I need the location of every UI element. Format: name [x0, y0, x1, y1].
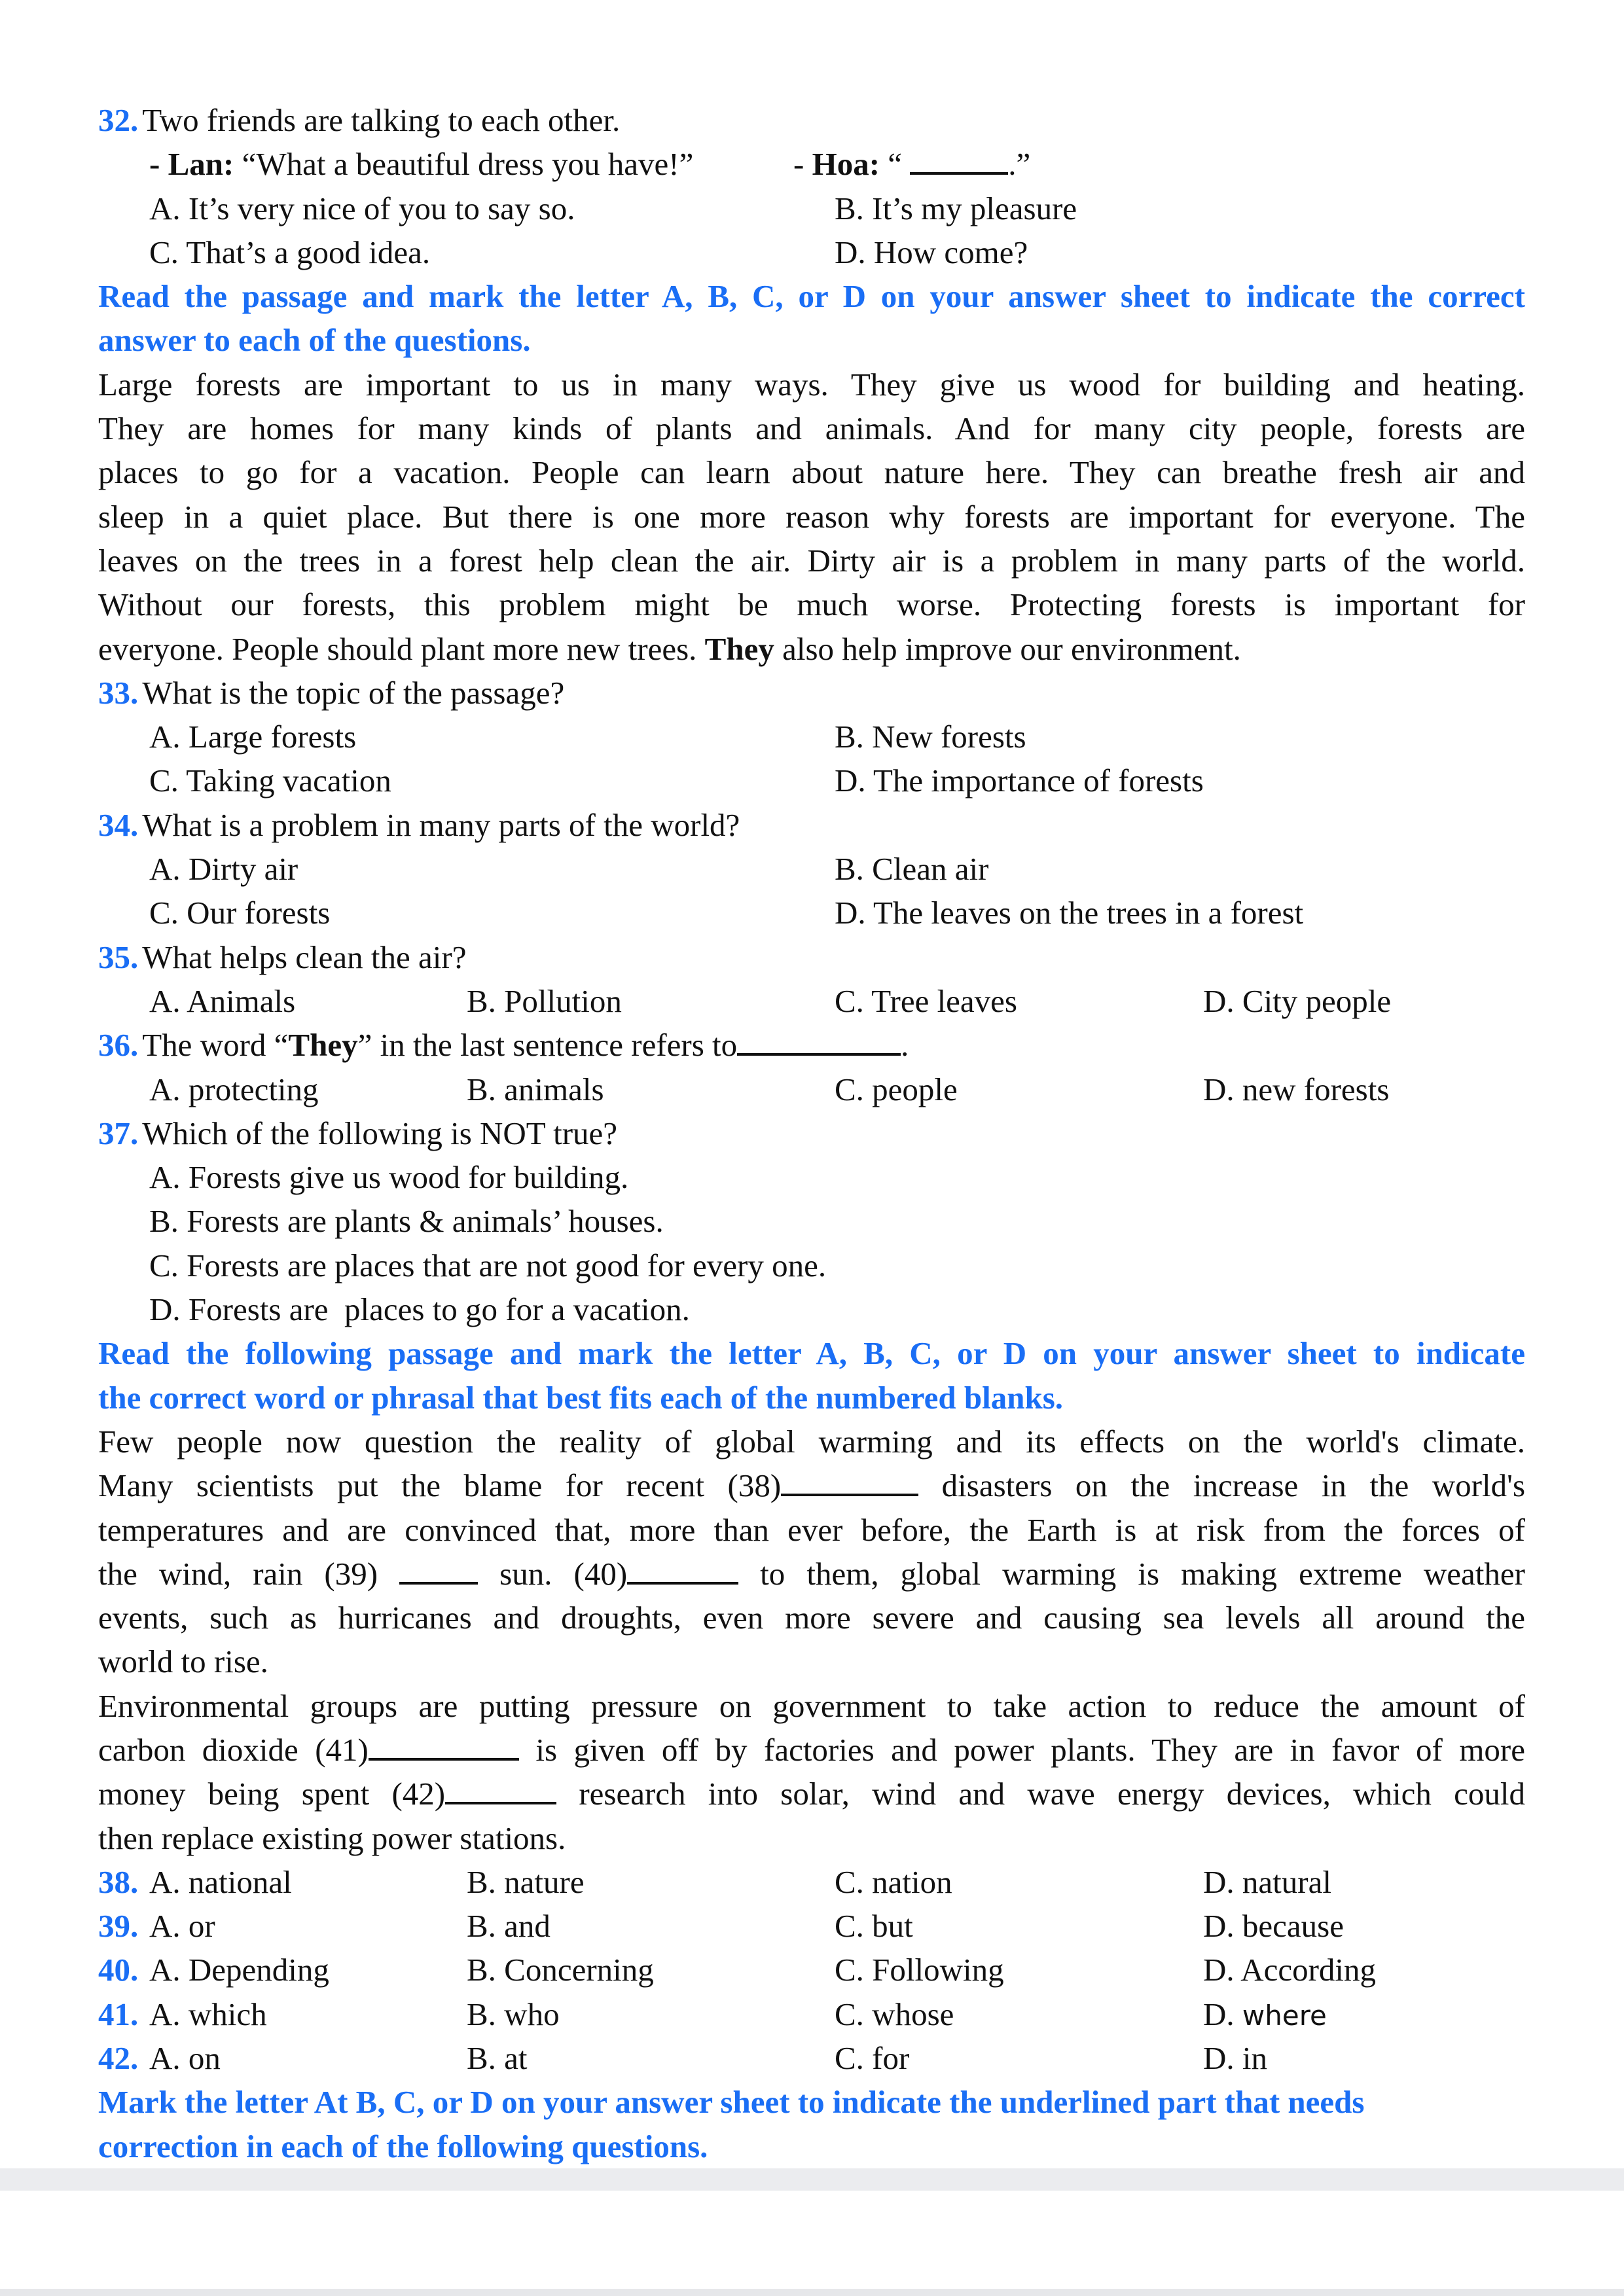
option-b[interactable]: B. Forests are plants & animals’ houses. [149, 1203, 664, 1240]
passage-text: the wind, rain (39) [98, 1555, 400, 1592]
passage-line [98, 1772, 1525, 1816]
question-number: 41. [98, 1996, 139, 2032]
instruction-line: Read the following passage and mark the letter A, B, C, or D on your answer sheet to indicate [98, 1335, 1525, 1372]
speaker-lan: Lan: [168, 146, 234, 183]
option-a[interactable]: A. It’s very nice of you to say so. [149, 190, 575, 226]
option-c[interactable]: C. nation [835, 1863, 952, 1900]
option-a[interactable]: A. Large forests [149, 719, 357, 755]
question-number: 39. [98, 1908, 139, 1945]
passage-text: carbon dioxide (41) [98, 1731, 369, 1768]
passage-line [98, 1463, 1525, 1507]
close-quote: .” [1008, 146, 1031, 183]
question-42-options [98, 2036, 1525, 2080]
question-37-option-c-row [98, 1244, 1525, 1287]
option-b[interactable]: B. It’s my pleasure [835, 190, 1077, 226]
question-39-options [98, 1904, 1525, 1948]
question-37-option-a-row [98, 1155, 1525, 1199]
passage-line: Environmental groups are putting pressure on government to take action to reduce the amount of [98, 1687, 1525, 1724]
passage-text: is given off by factories and power plants. They are in favor of more [518, 1731, 1525, 1768]
option-a[interactable]: A. Animals [149, 982, 296, 1019]
page-separator [0, 2168, 1624, 2191]
option-b[interactable]: B. Concerning [467, 1952, 654, 1988]
option-a[interactable]: A. Dirty air [149, 851, 298, 888]
option-c[interactable]: C. for [835, 2040, 910, 2077]
passage-line: temperatures and are convinced that, more than ever before, the Earth is at risk from the forces of [98, 1511, 1525, 1548]
question-36-stem [98, 1023, 1525, 1067]
option-b[interactable]: B. Clean air [835, 851, 989, 888]
passage-text: also help improve our environment. [774, 630, 1241, 667]
question-number: 33. [98, 674, 139, 711]
passage-text: everyone. People should plant more new trees. [98, 630, 705, 667]
passage-line: Few people now question the reality of global warming and its effects on the world's climate. [98, 1423, 1525, 1460]
question-text: The word “ [142, 1027, 289, 1064]
option-text: because [1242, 1908, 1344, 1945]
question-32-dialogue [98, 142, 1525, 186]
question-33-options-row-1 [98, 715, 1525, 759]
question-32-options-row-2 [98, 230, 1525, 274]
passage-line: places to go for a vacation. People can learn about nature here. They can breathe fresh air and [98, 454, 1525, 491]
option-letter: D. [1203, 1908, 1242, 1945]
blank-38 [781, 1467, 918, 1497]
option-c[interactable]: C. Taking vacation [149, 762, 391, 799]
option-b[interactable]: B. who [467, 1996, 560, 2032]
question-33-options-row-2 [98, 759, 1525, 802]
option-c[interactable]: C. That’s a good idea. [149, 234, 431, 270]
option-b[interactable]: B. nature [467, 1863, 585, 1900]
blank-41 [369, 1731, 519, 1761]
passage-line: leaves on the trees in a forest help clean the air. Dirty air is a problem in many parts of the world. [98, 542, 1525, 579]
question-35-options [98, 979, 1525, 1023]
passage-text: disasters on the increase in the world's [918, 1467, 1525, 1504]
instruction-line: answer to each of the questions. [98, 322, 531, 359]
question-41-options [98, 1992, 1525, 2036]
question-37-option-d-row [98, 1287, 1525, 1331]
question-number: 40. [98, 1952, 139, 1988]
option-c[interactable]: C. Our forests [149, 895, 331, 931]
option-text: According [1240, 1952, 1377, 1988]
option-a[interactable]: A. on [149, 2040, 221, 2077]
option-c[interactable]: C. Forests are places that are not good for every one. [149, 1247, 827, 1283]
option-letter: D. [1203, 2040, 1242, 2077]
instruction-line: Mark the letter At B, C, or D on your answer sheet to indicate the underlined part that needs [98, 2084, 1365, 2121]
question-34-stem [98, 803, 1525, 847]
option-b[interactable]: B. animals [467, 1071, 604, 1107]
question-text: What is the topic of the passage? [142, 674, 565, 711]
cloze-passage-global-warming [98, 1420, 1525, 1860]
option-letter: D. [1203, 1952, 1241, 1988]
option-d[interactable]: D. new forests [1203, 1071, 1390, 1107]
open-quote: “ [880, 146, 911, 183]
question-33-stem [98, 671, 1525, 715]
option-d[interactable] [1203, 1904, 1344, 1948]
option-b[interactable]: B. and [467, 1908, 550, 1945]
section-instruction-reading [98, 274, 1525, 363]
lan-utterance: “What a beautiful dress you have!” [234, 146, 694, 183]
quoted-word-they: They [288, 1027, 358, 1064]
option-text: where [1242, 1999, 1327, 2032]
option-d[interactable]: D. The leaves on the trees in a forest [835, 895, 1304, 931]
instruction-line: Read the passage and mark the letter A, B, C, or D on your answer sheet to indicate the correct [98, 278, 1525, 315]
page-separator [0, 2289, 1624, 2296]
passage-text: to them, global warming is making extreme weather [738, 1555, 1525, 1592]
passage-line: sleep in a quiet place. But there is one more reason why forests are important for everyone. The [98, 498, 1525, 535]
option-a[interactable]: A. national [149, 1863, 292, 1900]
option-c[interactable]: C. but [835, 1908, 913, 1945]
instruction-line: correction in each of the following questions. [98, 2128, 708, 2164]
passage-line: events, such as hurricanes and droughts, even more severe and causing sea levels all around the [98, 1600, 1525, 1636]
question-text: What is a problem in many parts of the world? [142, 806, 740, 843]
passage-line: Large forests are important to us in many ways. They give us wood for building and heating. [98, 366, 1525, 403]
option-d[interactable] [1203, 2036, 1267, 2080]
question-number: 32. [98, 102, 139, 138]
question-number: 35. [98, 939, 139, 975]
blank-39 [399, 1554, 478, 1585]
option-d[interactable] [1203, 1948, 1376, 1992]
option-a[interactable]: A. Depending [149, 1952, 329, 1988]
question-35-stem [98, 935, 1525, 979]
passage-text: sun. (40) [478, 1555, 628, 1592]
instruction-line: the correct word or phrasal that best fits each of the numbered blanks. [98, 1379, 1064, 1416]
option-b[interactable]: B. New forests [835, 719, 1026, 755]
answer-blank [910, 145, 1008, 175]
option-text: natural [1242, 1863, 1331, 1900]
option-c[interactable]: C. whose [835, 1996, 954, 2032]
question-32-options-row-1 [98, 187, 1525, 230]
passage-line [98, 1552, 1525, 1596]
passage-text: Many scientists put the blame for recent (38) [98, 1467, 782, 1504]
dialogue-dash: - [793, 146, 812, 183]
option-d[interactable] [1203, 1860, 1331, 1904]
question-40-options [98, 1948, 1525, 1992]
option-letter: D. [1203, 1863, 1242, 1900]
period: . [901, 1027, 909, 1064]
blank-40 [627, 1554, 738, 1585]
passage-line [98, 1728, 1525, 1772]
speaker-hoa: Hoa: [812, 146, 880, 183]
option-a[interactable]: A. which [149, 1996, 267, 2032]
dialogue-dash: - [149, 146, 168, 183]
passage-line: They are homes for many kinds of plants and animals. And for many city people, forests are [98, 410, 1525, 447]
passage-text: research into solar, wind and wave energy devices, which could [556, 1776, 1525, 1812]
question-34-options-row-1 [98, 847, 1525, 891]
question-36-options [98, 1067, 1525, 1111]
question-38-options [98, 1860, 1525, 1904]
option-a[interactable]: A. protecting [149, 1071, 319, 1107]
option-c[interactable]: C. people [835, 1071, 958, 1107]
question-number: 37. [98, 1115, 139, 1151]
question-37-stem [98, 1111, 1525, 1155]
hoa-response [793, 142, 1030, 186]
option-a[interactable]: A. Forests give us wood for building. [149, 1159, 629, 1196]
reading-passage-forests [98, 363, 1525, 671]
passage-line [98, 627, 1525, 671]
option-c[interactable]: C. Tree leaves [835, 982, 1017, 1019]
worksheet-content [98, 98, 1525, 2168]
question-number: 34. [98, 806, 139, 843]
passage-text: money being spent (42) [98, 1776, 446, 1812]
question-32-stem [98, 98, 1525, 142]
option-d[interactable]: D. How come? [835, 234, 1028, 270]
passage-line: Without our forests, this problem might be much worse. Protecting forests is important for [98, 586, 1525, 623]
question-number: 38. [98, 1863, 139, 1900]
option-c[interactable]: C. Following [835, 1952, 1004, 1988]
option-d[interactable]: D. City people [1203, 982, 1392, 1019]
option-b[interactable]: B. Pollution [467, 982, 622, 1019]
option-b[interactable]: B. at [467, 2040, 528, 2077]
option-d[interactable]: D. The importance of forests [835, 762, 1204, 799]
question-text: Which of the following is NOT true? [142, 1115, 618, 1151]
option-d[interactable]: D. Forests are places to go for a vacation. [149, 1291, 690, 1328]
option-letter: D. [1203, 1996, 1242, 2032]
passage-line: then replace existing power stations. [98, 1820, 566, 1856]
question-37-option-b-row [98, 1199, 1525, 1243]
option-text: in [1242, 2040, 1268, 2077]
section-instruction-cloze [98, 1331, 1525, 1420]
question-number: 36. [98, 1027, 139, 1064]
highlighted-word-they: They [704, 630, 774, 667]
question-34-options-row-2 [98, 891, 1525, 935]
blank-42 [445, 1775, 556, 1805]
question-number: 42. [98, 2040, 139, 2077]
option-d[interactable] [1203, 1992, 1327, 2037]
section-instruction-error-correction [98, 2080, 1525, 2168]
passage-line: world to rise. [98, 1643, 268, 1680]
question-text: What helps clean the air? [142, 939, 467, 975]
question-text: ” in the last sentence refers to [357, 1027, 738, 1064]
answer-blank [737, 1026, 901, 1056]
option-a[interactable]: A. or [149, 1908, 215, 1945]
question-text: Two friends are talking to each other. [142, 102, 621, 138]
